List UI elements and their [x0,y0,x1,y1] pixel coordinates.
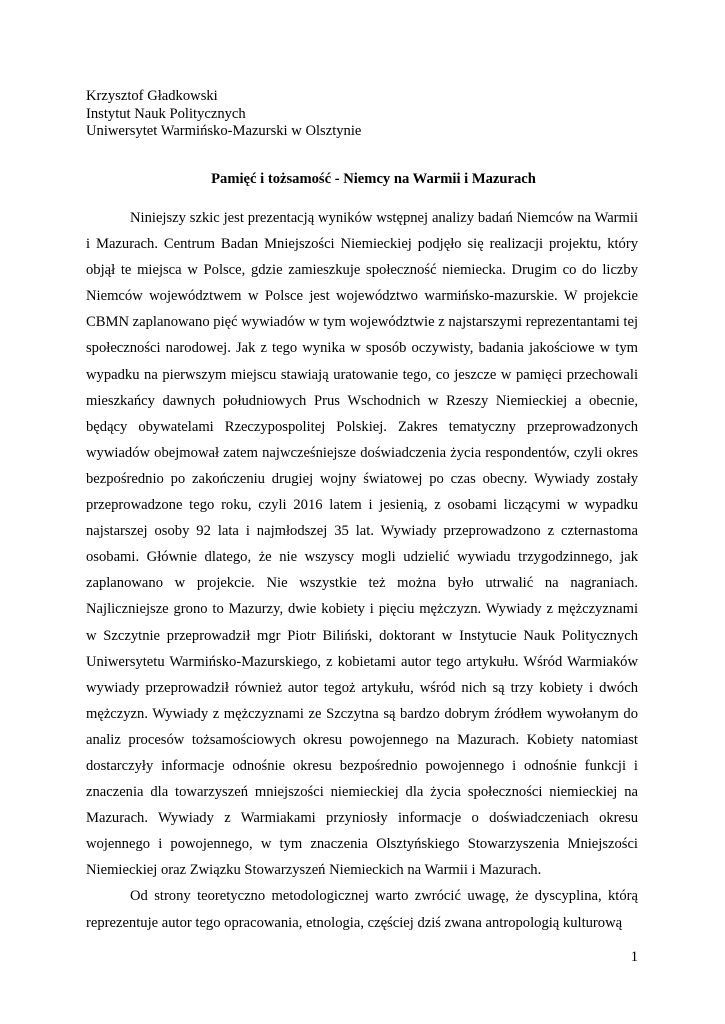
author-institute: Instytut Nauk Politycznych [86,105,246,122]
body-text [86,205,638,936]
author-university: Uniwersytet Warmińsko-Mazurski w Olsztynie [86,123,362,139]
page-number: 1 [630,949,638,965]
author-name: Krzysztof Gładkowski [86,88,218,104]
author-block [86,88,361,141]
paragraph: Niniejszy szkic jest prezentacją wyników wstępnej analizy badań Niemców na Warmii i Mazurach. Centrum Badan Mniejszości Niemieckiej podjęło się realizacji projektu, który objął te miejsca w Polsce, gdzie zamieszkuje społeczność niemiecka. Drugim co do liczby Niemców województwem w Polsce jest województwo warmińsko-mazurskie. W projekcie CBMN zaplanowano pięć wywiadów w tym województwie z najstarszymi reprezentantami tej społeczności narodowej. Jak z tego wynika w sposób oczywisty, badania jakościowe w tym wypadku na pierwszym miejscu stawiają uratowanie tego, co jeszcze w pamięci przechowali mieszkańcy dawnych południowych Prus Wschodnich w Rzeszy Niemieckiej a obecnie, będący obywatelami Rzeczypospolitej Polskiej. Zakres tematyczny przeprowadzonych wywiadów obejmował zatem najwcześniejsze doświadczenia życia respondentów, czyli okres bezpośrednio po zakończeniu drugiej wojny światowej po czas obecny. Wywiady zostały przeprowadzone tego roku, czyli 2016 latem i jesienią, z osobami liczącymi w wypadku najstarszej osoby 92 lata i najmłodszej 35 lat. Wywiady przeprowadzono z czternastoma osobami. Głównie dlatego, że nie wszyscy mogli udzielić wywiadu trzygodzinnego, jak zaplanowano w projekcie. Nie wszystkie też można było utrwalić na nagraniach. Najliczniejsze grono to Mazurzy, dwie kobiety i pięciu mężczyzn. Wywiady z mężczyznami w Szczytnie przeprowadził mgr Piotr Biliński, doktorant w Instytucie Nauk Politycznych Uniwersytetu Warmińsko-Mazurskiego, z kobietami autor tego artykułu. Wśród Warmiaków wywiady przeprowadził również autor tegoż artykułu, wśród nich są trzy kobiety i dwóch mężczyzn. Wywiady z mężczyznami ze Szczytna są bardzo dobrym źródłem wywołanym do analiz procesów tożsamościowych okresu powojennego na Mazurach. Kobiety natomiast dostarczyły informacje odnośnie okresu bezpośrednio powojennego i odnośnie funkcji i znaczenia dla towarzyszeń mniejszości niemieckiej dla życia społeczności niemieckiej na Mazurach. Wywiady z Warmiakami przyniosły informacje o doświadczeniach okresu wojennego i powojennego, w tym znaczenia Olsztyńskiego Stowarzyszenia Mniejszości Niemieckiej oraz Związku Stowarzyszeń Niemieckich na Warmii i Mazurach. [86,210,638,879]
document-title: Pamięć i tożsamość - Niemcy na Warmii i Mazurach [211,171,536,187]
paragraph: Od strony teoretyczno metodologicznej warto zwrócić uwagę, że dyscyplina, którą reprezentuje autor tego opracowania, etnologia, częściej dziś zwana antropologią kulturową [86,888,638,931]
